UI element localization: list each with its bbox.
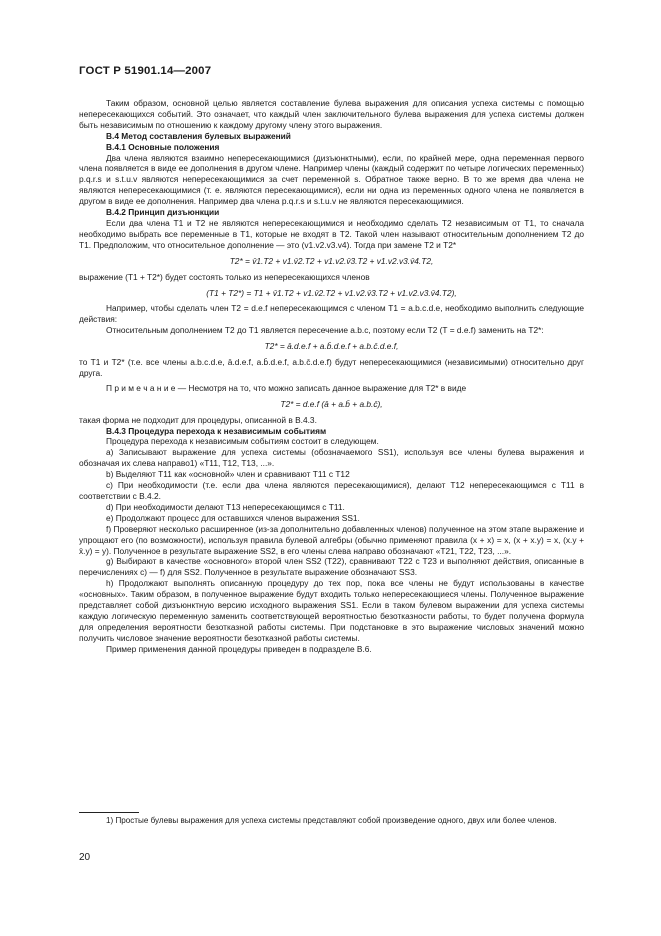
paragraph-b41: Два члена являются взаимно непересекающимися (дизъюнктными), если, по крайней мере, одна переменная первого члена появляется в виде ее дополнения в другом члене. Например члены (каждый содержит по четыре логических переменных) p.q.r.s и s.t.u.v являются непересекающимися за счет переменной s. Обратное также верно. В то же время два члена не являются непересекающимися (т. е. являются пересекающимися), если ни одна из переменных одного члена не появляется в другом в виде ее дополнения. Например два члена p.q.r.s и s.t.u.v не являются пересекающимися. (79, 152, 584, 207)
paragraph-expression: выражение (T1 + T2*) будет состоять только из непересекающихся членов (79, 271, 370, 282)
equation-3: T2* = ā.d.e.f + a.b̄.d.e.f + a.b.c̄.d.e.f, (264, 341, 399, 352)
list-item-h: h) Продолжают выполнять описанную процедуру до тех пор, пока все члены не будут использованы в качестве «основных». Таким образом, в полученное выражение будут входить только непересекающиеся члены. Полученное выражение представляет собой дизъюнктную версию исходного выражения SS1. Если в таком булевом выражении для успеха системы каждую логическую переменную заменить соответствующей вероятностью безотказности работы, то будет получена формула для определения вероятности безотказной работы системы. При подстановке в это выражение числовых значений можно получить числовое значение вероятности безотказной работы системы. (79, 578, 584, 643)
list-item-b: b) Выделяют T11 как «основной» член и сравнивают T11 с T12 (106, 469, 350, 480)
page-number: 20 (79, 852, 91, 863)
standard-header: ГОСТ Р 51901.14—2007 (79, 65, 212, 77)
list-item-f: f) Проверяют несколько расширенное (из-за дополнительно добавленных членов) полученное на этом этапе выражение и упрощают его (по возможности), используя правила булевой алгебры (обычно применяют правила (x + x) = x, (x + x.y) = x, (x.y + x̄.y) = y). Полученное в результате выражение SS2, в его члены слева направо обозначают «T21, T22, T23, ...». (79, 523, 584, 556)
heading-b42: В.4.2 Принцип дизъюнкции (106, 207, 220, 218)
footnote-divider (79, 812, 139, 813)
paragraph-b42: Если два члена T1 и T2 не являются непересекающимися и необходимо сделать T2 независимым от T1, то сначала необходимо выбрать все переменные в T1, которые не входят в T2. Такой член называют относительным дополнением T2 до T1. Предположим, что относительное дополнение — это (v1.v2.v3.v4). Тогда при замене T2 и T2* (79, 217, 584, 250)
list-item-e: e) Продолжают процесс для оставшихся членов выражения SS1. (106, 512, 360, 523)
equation-1: T2* = v̄1.T2 + v1.v̄2.T2 + v1.v2.v̄3.T2 + v1.v2.v3.v̄4.T2, (229, 255, 434, 266)
paragraph-form: такая форма не подходит для процедуры, описанной в В.4.3. (79, 414, 317, 425)
paragraph-b43: Процедура перехода к независимым событиям состоит в следующем. (106, 436, 379, 447)
footnote: 1) Простые булевы выражения для успеха системы представляют собой произведение одного, двух или более членов. (106, 816, 557, 825)
paragraph-then: то T1 и T2* (т.е. все члены a.b.c.d.e, ā.d.e.f, a.b̄.d.e.f, a.b.c̄.d.e.f) будут непересекающимися (независимыми) относительно друг друга. (79, 357, 584, 378)
heading-b4: В.4 Метод составления булевых выражений (106, 130, 291, 141)
note-paragraph: П р и м е ч а н и е — Несмотря на то, что можно записать данное выражение для T2* в виде (106, 382, 467, 393)
paragraph-intro: Таким образом, основной целью является составление булева выражения для описания успеха системы с помощью непересекающихся событий. Это означает, что каждый член заключительного булева выражения для успеха системы должен быть независимым по отношению к каждому другому члену этого выражения. (79, 98, 584, 130)
paragraph-relative-complement: Относительным дополнением T2 до T1 является пересечение a.b.c, поэтому если T2 (T = d.e.f) заменить на T2*: (106, 325, 544, 336)
list-item-a: a) Записывают выражение для успеха системы (обозначаемого SS1), используя все члены булева выражения и обозначая их слева направо1) «T11, T12, T13, ...». (79, 447, 584, 469)
equation-4: T2* = d.e.f (ā + a.b̄ + a.b.c̄), (280, 398, 383, 409)
heading-b41: В.4.1 Основные положения (106, 141, 220, 152)
list-item-c: c) При необходимости (т.е. если два члена являются пересекающимися), делают T12 непересекающимся с T11 в соответствии с В.4.2. (79, 480, 584, 501)
paragraph-example: Например, чтобы сделать член T2 = d.e.f непересекающимся с членом T1 = a.b.c.d.e, необходимо выполнить следующие действия: (79, 303, 584, 325)
body-text (79, 98, 584, 655)
equation-2: (T1 + T2*) = T1 + v̄1.T2 + v1.v̄2.T2 + v1.v2.v̄3.T2 + v1.v2.v3.v̄4.T2), (206, 287, 457, 298)
list-item-d: d) При необходимости делают T13 непересекающимся с T11. (106, 501, 345, 512)
paragraph-reference: Пример применения данной процедуры приведен в подразделе В.6. (106, 643, 372, 654)
list-item-g: g) Выбирают в качестве «основного» второй член SS2 (T22), сравнивают T22 с T23 и выполняют действия, описанные в перечислениях c) — f) для SS2. Полученное в результате выражение обозначают SS3. (79, 556, 584, 578)
heading-b43: В.4.3 Процедура перехода к независимым событиям (106, 425, 327, 436)
